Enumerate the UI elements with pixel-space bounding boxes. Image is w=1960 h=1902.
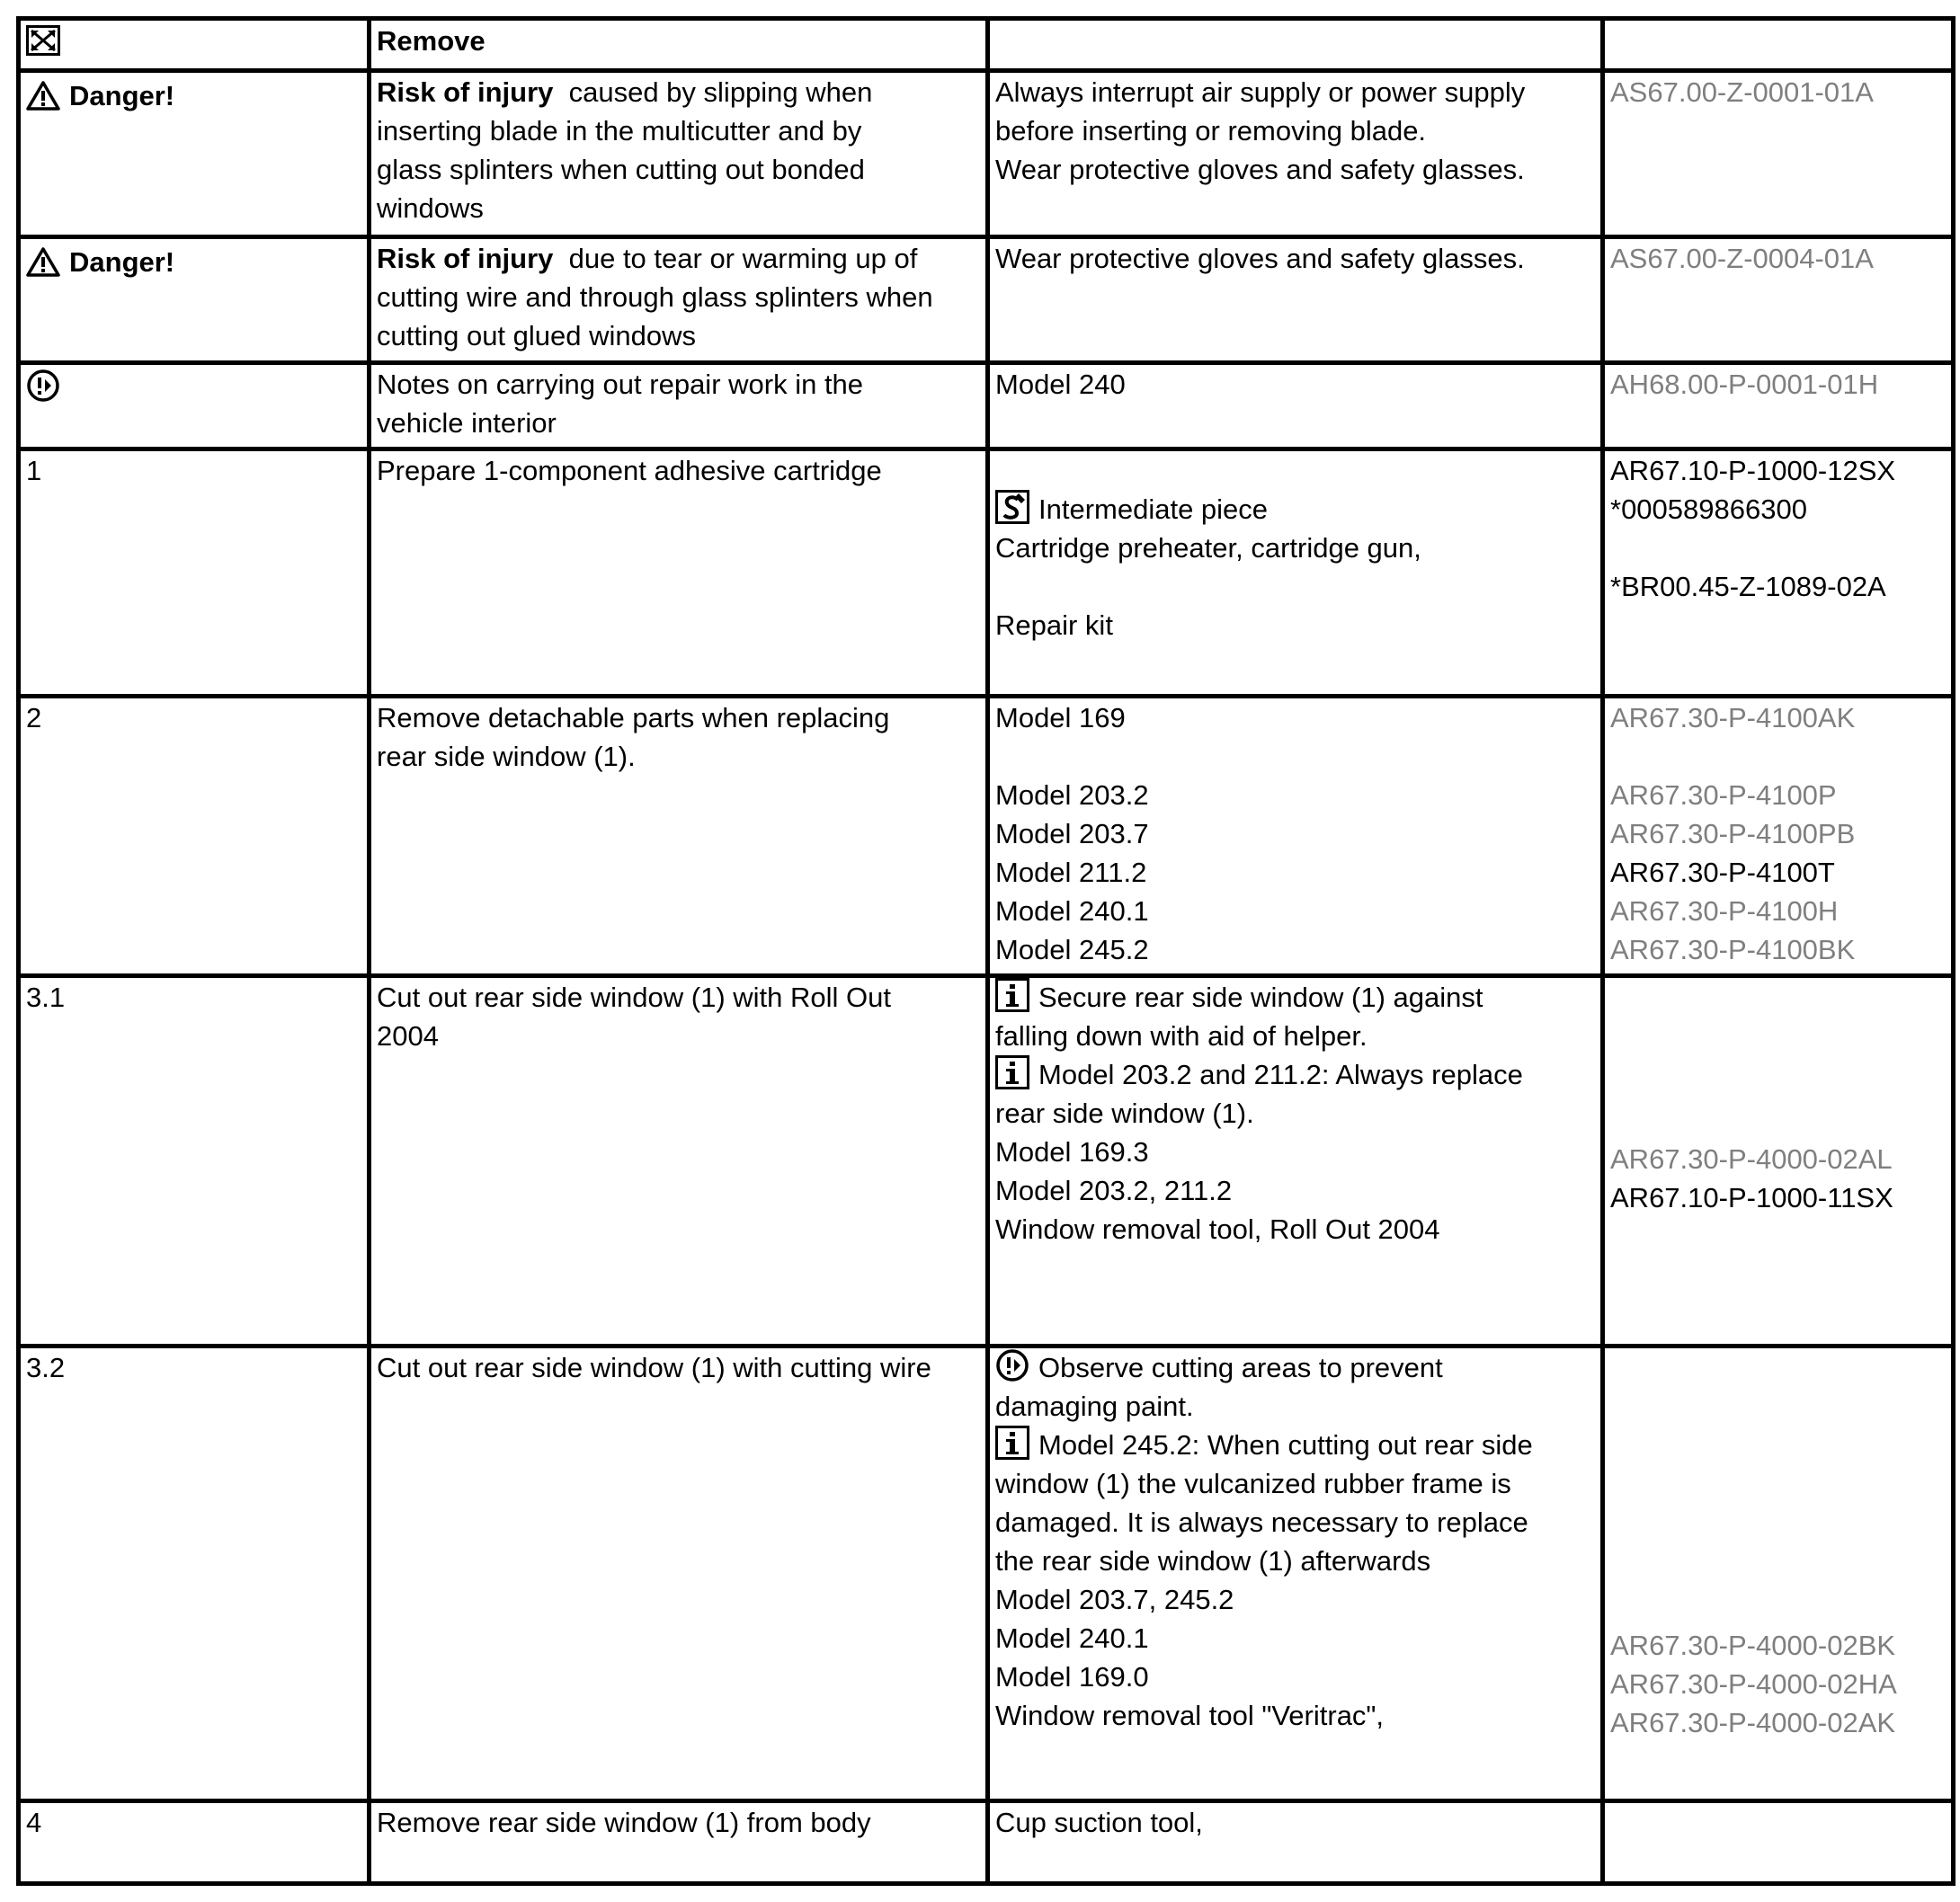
note-text: Secure rear side window (1) against	[1038, 981, 1483, 1013]
ref-cell	[1603, 1800, 1954, 1883]
reference-link[interactable]: AR67.30-P-4000-02HA	[1610, 1668, 1897, 1701]
info-line: Cup suction tool,	[995, 1806, 1203, 1838]
desc-line: cutting out glued windows	[377, 319, 697, 351]
info-line: Model 245.2	[995, 933, 1149, 965]
info-cell	[988, 1347, 1603, 1800]
step-cell	[19, 975, 370, 1347]
reference-link[interactable]: AR67.10-P-1000-12SX	[1610, 455, 1896, 487]
warning-triangle-icon	[26, 80, 60, 111]
table-row	[19, 1800, 1954, 1883]
info-line: Model 169.3	[995, 1135, 1149, 1168]
info-line: Model 203.7, 245.2	[995, 1584, 1234, 1616]
table-row	[19, 1347, 1954, 1800]
ref-cell	[1603, 236, 1954, 362]
desc-line: Cut out rear side window (1) with Roll Out	[377, 981, 892, 1013]
note-text: window (1) the vulcanized rubber frame is	[995, 1468, 1511, 1500]
info-line: Model 240.1	[995, 1622, 1149, 1655]
desc-line: rear side window (1).	[377, 740, 636, 772]
info-line: Model 203.7	[995, 817, 1149, 849]
step-number: 1	[26, 455, 42, 487]
desc-line: vehicle interior	[377, 406, 557, 439]
step-cell	[19, 449, 370, 697]
step-cell	[19, 19, 370, 71]
step-number: 2	[26, 701, 42, 733]
expand-arrows-icon	[26, 25, 60, 56]
step-number: 3.2	[26, 1352, 66, 1384]
ref-cell	[1603, 1347, 1954, 1800]
info-line: Model 211.2	[995, 856, 1147, 888]
desc-line: Remove rear side window (1) from body	[377, 1806, 871, 1838]
info-box-icon	[995, 978, 1029, 1012]
table-row	[19, 696, 1954, 975]
info-cell	[988, 696, 1603, 975]
info-cell	[988, 236, 1603, 362]
info-line: Model 240	[995, 368, 1126, 400]
desc-cell	[370, 1347, 988, 1800]
risk-title: Risk of injury	[377, 76, 554, 109]
step-title: Remove	[377, 25, 486, 57]
reference-link[interactable]: AR67.30-P-4100P	[1610, 778, 1837, 811]
step-cell	[19, 71, 370, 236]
note-circle-icon	[995, 1348, 1029, 1382]
note-text: falling down with aid of helper.	[995, 1019, 1368, 1052]
desc-cell: Risk of injury caused by slipping when inserting blade in the multicutter and by glass splinters when cutting out bonded windows	[370, 71, 988, 236]
reference-link[interactable]: AS67.00-Z-0004-01A	[1610, 242, 1874, 274]
desc-cell	[370, 1800, 988, 1883]
info-line: Window removal tool "Veritrac",	[995, 1700, 1385, 1732]
reference-link[interactable]: AR67.30-P-4000-02AL	[1610, 1142, 1893, 1175]
ref-cell	[1603, 975, 1954, 1347]
table-row	[19, 449, 1954, 697]
info-line: Model 169.0	[995, 1661, 1149, 1693]
ref-cell	[1603, 696, 1954, 975]
reference-link[interactable]: AR67.10-P-1000-11SX	[1610, 1181, 1893, 1213]
info-cell	[988, 1800, 1603, 1883]
ref-cell	[1603, 449, 1954, 697]
info-cell	[988, 71, 1603, 236]
note-text: damaging paint.	[995, 1391, 1194, 1423]
table-row-header	[19, 19, 1954, 71]
note-text: Observe cutting areas to prevent	[1038, 1352, 1443, 1384]
step-cell	[19, 1800, 370, 1883]
reference-link[interactable]: AR67.30-P-4100PB	[1610, 817, 1856, 849]
info-cell	[988, 449, 1603, 697]
reference-link[interactable]: AR67.30-P-4000-02AK	[1610, 1707, 1896, 1739]
reference-link[interactable]: AS67.00-Z-0001-01A	[1610, 76, 1874, 109]
desc-cell	[370, 449, 988, 697]
note-text: Model 245.2: When cutting out rear side	[1038, 1429, 1533, 1462]
warning-triangle-icon	[26, 246, 60, 277]
info-line: Model 169	[995, 701, 1126, 733]
info-line: Repair kit	[995, 609, 1113, 642]
ref-cell	[1603, 19, 1954, 71]
info-cell	[988, 362, 1603, 449]
tool-label: Intermediate piece	[1038, 493, 1269, 526]
step-cell	[19, 1347, 370, 1800]
reference-link[interactable]: AR67.30-P-4100BK	[1610, 933, 1856, 965]
special-tool-icon	[995, 490, 1029, 524]
desc-cell	[370, 19, 988, 71]
desc-line: glass splinters when cutting out bonded	[377, 154, 865, 186]
risk-title: Risk of injury	[377, 242, 554, 274]
ref-cell	[1603, 71, 1954, 236]
info-line: Model 240.1	[995, 894, 1149, 927]
desc-line: cutting wire and through glass splinters when	[377, 280, 933, 313]
danger-label: Danger!	[26, 76, 361, 115]
table-row	[19, 975, 1954, 1347]
reference-link[interactable]: AR67.30-P-4100H	[1610, 894, 1839, 927]
info-line: Window removal tool, Roll Out 2004	[995, 1213, 1440, 1245]
info-line: Cartridge preheater, cartridge gun,	[995, 532, 1421, 564]
part-number: *000589866300	[1610, 493, 1807, 526]
reference-link[interactable]: *BR00.45-Z-1089-02A	[1610, 571, 1886, 603]
desc-cell: Risk of injury due to tear or warming up of cutting wire and through glass splinters when cutting out glued windows	[370, 236, 988, 362]
desc-line: windows	[377, 192, 484, 225]
info-box-icon	[995, 1055, 1029, 1089]
step-number: 3.1	[26, 981, 66, 1013]
table-row	[19, 71, 1954, 236]
info-box-icon	[995, 1426, 1029, 1460]
danger-label: Danger!	[26, 243, 361, 281]
info-cell	[988, 975, 1603, 1347]
desc-cell	[370, 975, 988, 1347]
procedure-table	[16, 16, 1956, 1886]
info-line: before inserting or removing blade.	[995, 115, 1427, 147]
note-text: rear side window (1).	[995, 1097, 1254, 1129]
desc-line: Cut out rear side window (1) with cutting wire	[377, 1352, 931, 1384]
step-number: 4	[26, 1806, 42, 1838]
ref-cell	[1603, 362, 1954, 449]
table-row	[19, 362, 1954, 449]
step-cell	[19, 362, 370, 449]
info-line: Wear protective gloves and safety glasses.	[995, 242, 1525, 274]
info-line: Model 203.2	[995, 778, 1149, 811]
desc-line: 2004	[377, 1019, 439, 1052]
desc-line: Notes on carrying out repair work in the	[377, 368, 864, 400]
desc-line: inserting blade in the multicutter and by	[377, 115, 862, 147]
info-line: Wear protective gloves and safety glasses.	[995, 154, 1525, 186]
note-text: damaged. It is always necessary to replace	[995, 1506, 1528, 1539]
desc-line: Remove detachable parts when replacing	[377, 701, 890, 733]
reference-link[interactable]: AR67.30-P-4100AK	[1610, 701, 1856, 733]
reference-link[interactable]: AH68.00-P-0001-01H	[1610, 368, 1879, 400]
desc-line: Prepare 1-component adhesive cartridge	[377, 455, 882, 487]
table-row	[19, 236, 1954, 362]
step-cell	[19, 696, 370, 975]
step-cell	[19, 236, 370, 362]
info-line: Always interrupt air supply or power supply	[995, 76, 1526, 109]
note-text: Model 203.2 and 211.2: Always replace	[1038, 1058, 1523, 1090]
desc-cell	[370, 362, 988, 449]
desc-cell	[370, 696, 988, 975]
note-text: the rear side window (1) afterwards	[995, 1545, 1431, 1578]
reference-link[interactable]: AR67.30-P-4000-02BK	[1610, 1630, 1896, 1662]
info-line: Model 203.2, 211.2	[995, 1174, 1233, 1206]
note-circle-icon	[26, 369, 60, 403]
reference-link[interactable]: AR67.30-P-4100T	[1610, 856, 1835, 888]
info-cell	[988, 19, 1603, 71]
